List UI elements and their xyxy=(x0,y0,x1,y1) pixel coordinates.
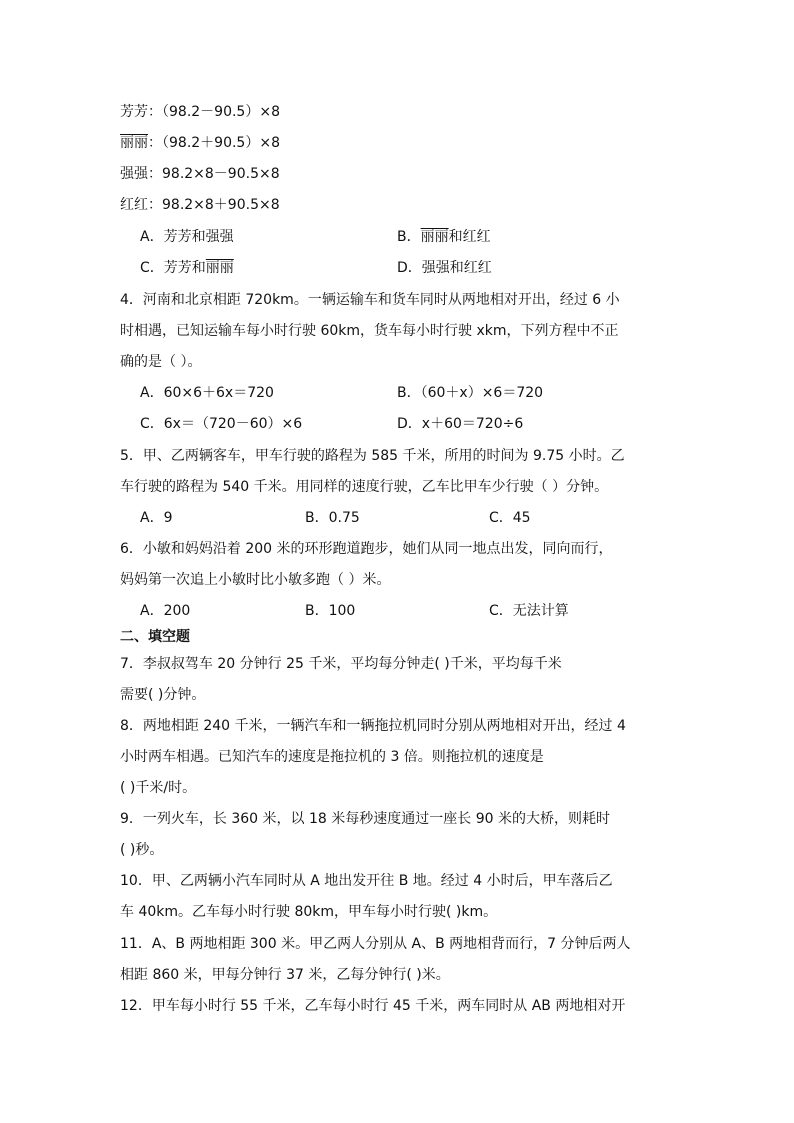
calc-name: 芳芳 xyxy=(120,104,148,120)
q10-line-2: 车 40km。乙车每小时行驶 80km，甲车每小时行驶( )km。 xyxy=(120,904,498,920)
q5-line-2: 车行驶的路程为 540 千米。用同样的速度行驶，乙车比甲车少行驶（ ）分钟。 xyxy=(120,479,609,495)
q10-line-1: 10．甲、乙两辆小汽车同时从 A 地出发开往 B 地。经过 4 小时后，甲车落后乙 xyxy=(120,873,613,889)
q4-option-a: A．60×6＋6x＝720 xyxy=(140,385,274,401)
q3-option-a: A．芳芳和强强 xyxy=(140,229,234,245)
calc-expr: 98.2×8＋90.5×8 xyxy=(162,197,280,213)
option-name: 丽丽 xyxy=(420,229,449,245)
q5-option-a: A．9 xyxy=(140,510,173,526)
q6-option-b: B．100 xyxy=(305,603,356,619)
q5-option-c: C．45 xyxy=(489,510,531,526)
q9-line-2: ( )秒。 xyxy=(120,842,164,858)
q7-line-2: 需要( )分钟。 xyxy=(120,687,206,703)
option-prefix: B． xyxy=(397,229,421,245)
calc-line-fangfang xyxy=(120,102,280,122)
q12-line-1: 12．甲车每小时行 55 千米，乙车每小时行 45 千米，两车同时从 AB 两地相对开 xyxy=(120,998,626,1014)
calc-sep: ： xyxy=(148,135,162,151)
q8-line-2: 小时两车相遇。已知汽车的速度是拖拉机的 3 倍。则拖拉机的速度是 xyxy=(120,749,544,765)
calc-name: 丽丽 xyxy=(120,135,148,151)
q4-line-2: 时相遇，已知运输车每小时行驶 60km，货车每小时行驶 xkm，下列方程中不正 xyxy=(120,323,619,339)
q6-line-1: 6．小敏和妈妈沿着 200 米的环形跑道跑步，她们从同一地点出发，同向而行， xyxy=(120,541,613,557)
q5-line-1: 5．甲、乙两辆客车，甲车行驶的路程为 585 千米，所用的时间为 9.75 小时。乙 xyxy=(120,448,625,464)
option-name: 丽丽 xyxy=(205,260,234,276)
q3-option-c xyxy=(140,258,234,278)
q8-line-3: ( )千米/时。 xyxy=(120,780,197,796)
q9-line-1: 9．一列火车，长 360 米，以 18 米每秒速度通过一座长 90 米的大桥，则耗时 xyxy=(120,811,610,827)
calc-line-lili xyxy=(120,133,280,153)
calc-expr: （98.2－90.5）×8 xyxy=(162,104,280,120)
option-prefix: C．芳芳和 xyxy=(140,260,206,276)
q7-line-1: 7．李叔叔驾车 20 分钟行 25 千米，平均每分钟走( )千米，平均每千米 xyxy=(120,656,562,672)
section-heading-fill-blank: 二、填空题 xyxy=(120,629,190,645)
calc-line-honghong xyxy=(120,195,280,215)
calc-expr: （98.2＋90.5）×8 xyxy=(162,135,280,151)
q4-line-3: 确的是（ ）。 xyxy=(120,354,202,370)
calc-sep: ： xyxy=(148,166,162,182)
q4-option-c: C．6x＝（720－60）×6 xyxy=(140,416,303,432)
q11-line-2: 相距 860 米，甲每分钟行 37 米，乙每分钟行( )米。 xyxy=(120,967,450,983)
calc-name: 强强 xyxy=(120,166,148,182)
q4-option-d: D．x＋60＝720÷6 xyxy=(397,416,524,432)
q6-option-a: A．200 xyxy=(140,603,191,619)
calc-sep: ： xyxy=(148,104,162,120)
calc-sep: ： xyxy=(148,197,162,213)
calc-expr: 98.2×8－90.5×8 xyxy=(162,166,280,182)
q4-option-b: B．（60＋x）×6＝720 xyxy=(397,385,544,401)
calc-name: 红红 xyxy=(120,197,148,213)
q8-line-1: 8．两地相距 240 千米，一辆汽车和一辆拖拉机同时分别从两地相对开出，经过 4 xyxy=(120,718,626,734)
q3-option-d: D．强强和红红 xyxy=(397,260,492,276)
option-suffix: 和红红 xyxy=(448,229,491,245)
q5-option-b: B．0.75 xyxy=(305,510,360,526)
q6-line-2: 妈妈第一次追上小敏时比小敏多跑（ ）米。 xyxy=(120,572,391,588)
q11-line-1: 11．A、B 两地相距 300 米。甲乙两人分别从 A、B 两地相背而行，7 分钟后两人 xyxy=(120,936,631,952)
q3-option-b xyxy=(397,227,491,247)
q4-line-1: 4．河南和北京相距 720km。一辆运输车和货车同时从两地相对开出，经过 6 小 xyxy=(120,292,620,308)
q6-option-c: C．无法计算 xyxy=(489,603,569,619)
calc-line-qiangqiang xyxy=(120,164,280,184)
